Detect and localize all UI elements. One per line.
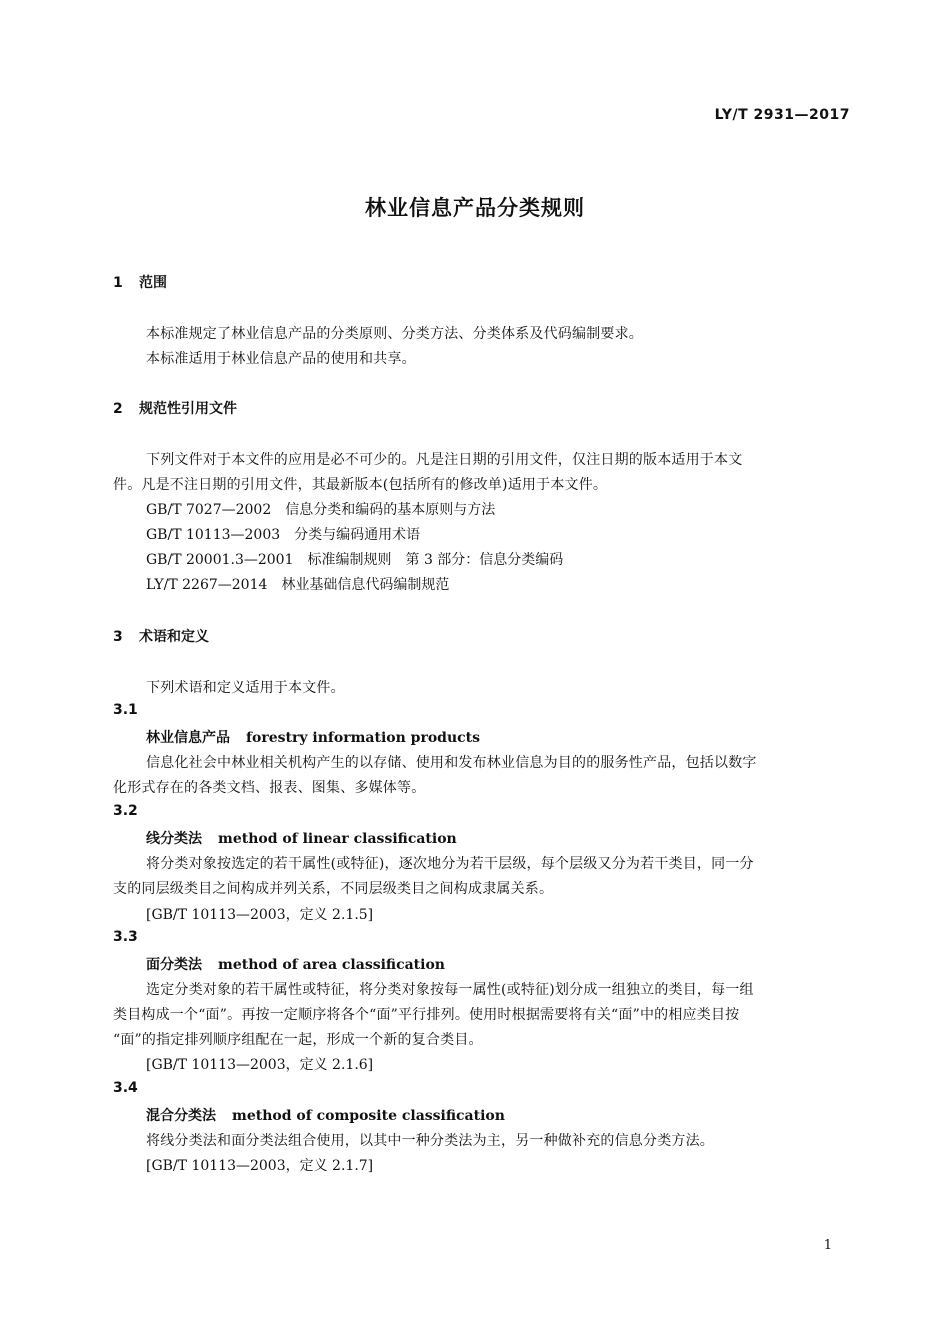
definition-line: 支的同层级类目之间构成并列关系，不同层级类目之间构成隶属关系。 xyxy=(113,881,554,897)
reference-item xyxy=(146,549,563,569)
section-number: 3 xyxy=(113,629,123,645)
section-title: 范围 xyxy=(139,275,167,291)
reference-item xyxy=(146,524,420,544)
definition-line: 信息化社会中林业相关机构产生的以存储、使用和发布林业信息为目的的服务性产品，包括以数字 xyxy=(146,755,757,771)
section-number: 2 xyxy=(113,401,123,417)
page-number: 1 xyxy=(823,1238,832,1253)
term-en: method of linear classification xyxy=(218,831,457,847)
section-2-heading xyxy=(113,398,237,418)
reference-name: 林业基础信息代码编制规范 xyxy=(281,577,450,593)
section-number: 1 xyxy=(113,275,123,291)
reference-code: GB/T 7027—2002 xyxy=(146,502,272,518)
reference-code: GB/T 20001.3—2001 xyxy=(146,552,294,568)
definition-source: [GB/T 10113—2003，定义 2.1.6] xyxy=(146,1057,374,1073)
term-zh: 林业信息产品 xyxy=(146,730,230,746)
section-3-heading xyxy=(113,626,209,646)
term-en: method of area classification xyxy=(218,957,445,973)
definition-line: 类目构成一个“面”。再按一定顺序将各个“面”平行排列。使用时根据需要将有关“面”中的相应类目按 xyxy=(113,1007,740,1023)
section-title: 术语和定义 xyxy=(139,629,209,645)
term-zh: 混合分类法 xyxy=(146,1108,216,1124)
reference-item xyxy=(146,499,495,519)
term-en: method of composite classification xyxy=(232,1108,505,1124)
section-title: 规范性引用文件 xyxy=(139,401,237,417)
standard-number: LY/T 2931—2017 xyxy=(714,107,850,123)
reference-name: 信息分类和编码的基本原则与方法 xyxy=(285,502,496,518)
term-heading xyxy=(146,954,445,974)
term-number: 3.3 xyxy=(113,929,138,945)
paragraph: 下列术语和定义适用于本文件。 xyxy=(146,680,345,696)
definition-line: 将线分类法和面分类法组合使用，以其中一种分类法为主，另一种做补充的信息分类方法。 xyxy=(146,1133,714,1149)
term-heading xyxy=(146,727,480,747)
definition-line: “面”的指定排列顺序组配在一起，形成一个新的复合类目。 xyxy=(113,1032,483,1048)
paragraph: 本标准规定了林业信息产品的分类原则、分类方法、分类体系及代码编制要求。 xyxy=(146,326,643,342)
term-number: 3.1 xyxy=(113,702,138,718)
reference-item xyxy=(146,574,449,594)
reference-name: 标准编制规则 第 3 部分：信息分类编码 xyxy=(307,552,564,568)
term-heading xyxy=(146,828,457,848)
reference-name: 分类与编码通用术语 xyxy=(294,527,421,543)
definition-line: 将分类对象按选定的若干属性(或特征)，逐次地分为若干层级，每个层级又分为若干类目，同一分 xyxy=(146,856,754,872)
paragraph: 下列文件对于本文件的应用是必不可少的。凡是注日期的引用文件，仅注日期的版本适用于本文 xyxy=(146,452,743,468)
reference-code: LY/T 2267—2014 xyxy=(146,577,268,593)
page-title: 林业信息产品分类规则 xyxy=(365,196,585,220)
definition-source: [GB/T 10113—2003，定义 2.1.5] xyxy=(146,907,374,923)
reference-code: GB/T 10113—2003 xyxy=(146,527,281,543)
term-number: 3.4 xyxy=(113,1080,138,1096)
section-1-heading xyxy=(113,272,167,292)
term-zh: 线分类法 xyxy=(146,831,202,847)
term-heading xyxy=(146,1105,505,1125)
definition-source: [GB/T 10113—2003，定义 2.1.7] xyxy=(146,1158,374,1174)
definition-line: 化形式存在的各类文档、报表、图集、多媒体等。 xyxy=(113,780,426,796)
term-number: 3.2 xyxy=(113,803,138,819)
term-en: forestry information products xyxy=(246,730,481,746)
term-zh: 面分类法 xyxy=(146,957,202,973)
paragraph: 本标准适用于林业信息产品的使用和共享。 xyxy=(146,351,416,367)
definition-line: 选定分类对象的若干属性或特征，将分类对象按每一属性(或特征)划分成一组独立的类目，每一组 xyxy=(146,982,754,998)
paragraph: 件。凡是不注日期的引用文件，其最新版本(包括所有的修改单)适用于本文件。 xyxy=(113,477,608,493)
